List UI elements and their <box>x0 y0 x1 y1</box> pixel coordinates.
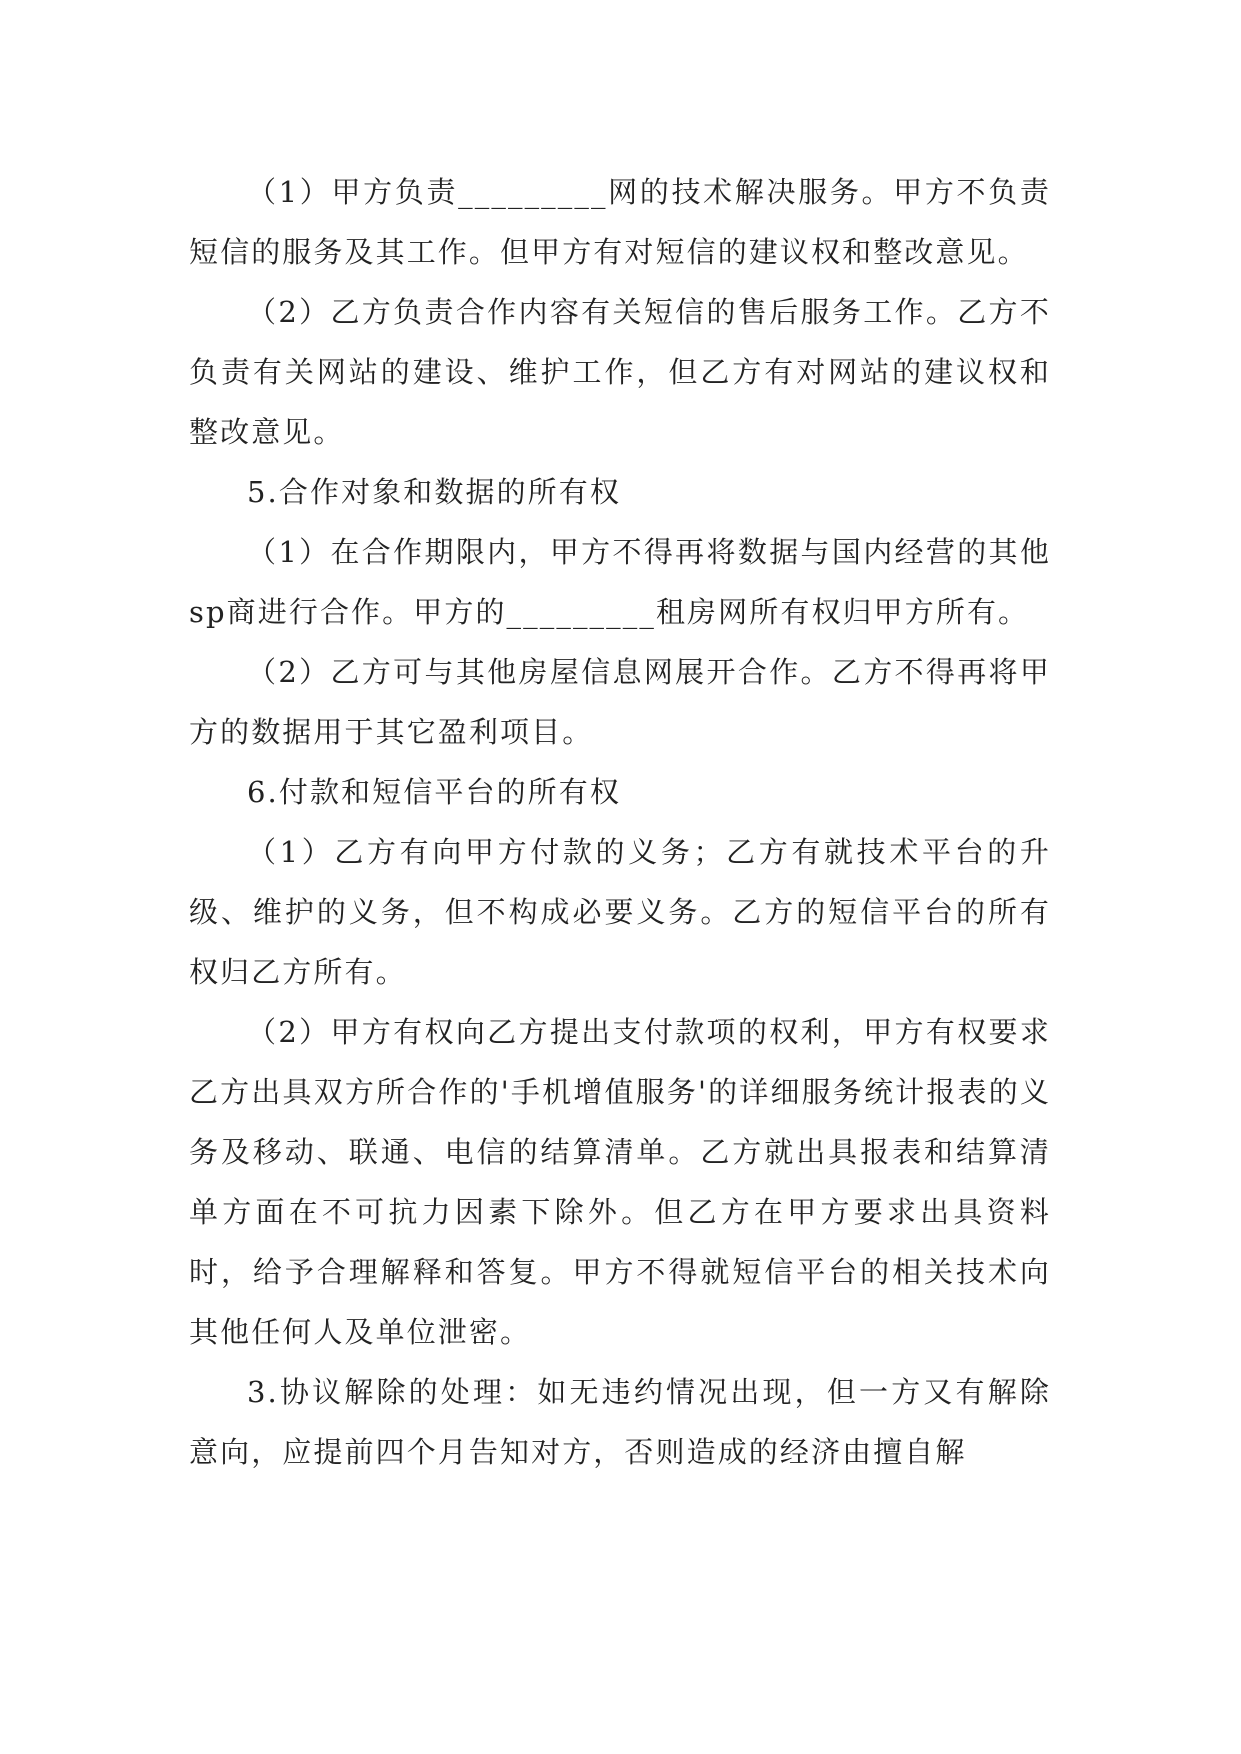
section-heading-payment: 6.付款和短信平台的所有权 <box>247 775 621 809</box>
paragraph-party-a-duty: （1）甲方负责_________网的技术解决服务。甲方不负责短信的服务及其工作。但甲方有对短信的建议权和整改意见。 <box>189 175 1051 269</box>
paragraph-party-a-data: （1）在合作期限内，甲方不得再将数据与国内经营的其他sp商进行合作。甲方的_________租房网所有权归甲方所有。 <box>189 535 1051 629</box>
paragraph-party-b-payment: （1）乙方有向甲方付款的义务；乙方有就技术平台的升级、维护的义务，但不构成必要义务。乙方的短信平台的所有权归乙方所有。 <box>189 835 1051 989</box>
paragraph-party-b-duty: （2）乙方负责合作内容有关短信的售后服务工作。乙方不负责有关网站的建设、维护工作，但乙方有对网站的建议权和整改意见。 <box>189 295 1051 449</box>
paragraph-party-b-cooperation: （2）乙方可与其他房屋信息网展开合作。乙方不得再将甲方的数据用于其它盈利项目。 <box>189 655 1051 749</box>
document-body <box>189 162 1051 1482</box>
paragraph-party-a-rights: （2）甲方有权向乙方提出支付款项的权利，甲方有权要求乙方出具双方所合作的'手机增值服务'的详细服务统计报表的义务及移动、联通、电信的结算清单。乙方就出具报表和结算清单方面在不可抗力因素下除外。但乙方在甲方要求出具资料时，给予合理解释和答复。甲方不得就短信平台的相关技术向其他任何人及单位泄密。 <box>189 1015 1051 1349</box>
section-heading-ownership: 5.合作对象和数据的所有权 <box>247 475 621 509</box>
paragraph-termination: 3.协议解除的处理：如无违约情况出现，但一方又有解除意向，应提前四个月告知对方，否则造成的经济由擅自解 <box>189 1375 1051 1469</box>
